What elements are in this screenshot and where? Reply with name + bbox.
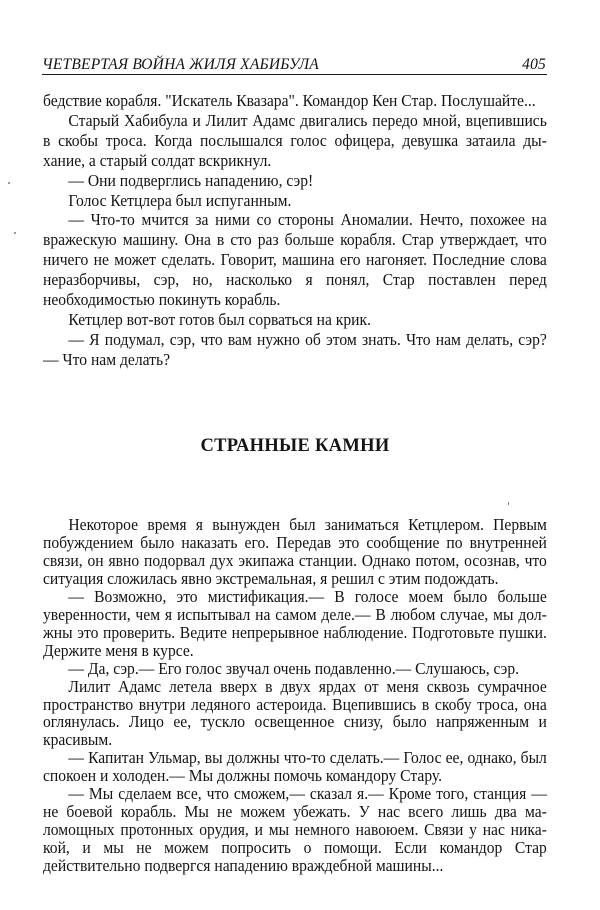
scan-speck xyxy=(14,232,16,234)
paragraph: Голос Кетцлера был испуганным. xyxy=(68,190,292,210)
scan-speck xyxy=(8,182,10,184)
paragraph: — Возможно, это мистификация.— В голосе моем было больше уверенности, чем я испытывал на самом деле.— В любом случае, мы должны это проверить. Ведите непрерывное наблюдение. Подготовьте пушки. Держите меня в курсе. xyxy=(43,586,547,660)
page-number: 405 xyxy=(522,56,546,73)
paragraph: Лилит Адамс летела вверх в двух ярдах от меня сквозь сумрачное пространство внутри ледяного астероида. Вцепившись в скобу троса, она оглянулась. Лицо ее, тускло освещенное снизу, было напряженным и красивым. xyxy=(43,676,547,750)
paragraph: — Что-то мчится за ними со стороны Аномалии. Нечто, похожее на вражескую машину. Она в сто раз больше корабля. Стар утверждает, что ничего не может сделать. Говорит, машина его нагоняет. Последние слова неразборчивы, сэр, но, насколько я понял, Стар поставлен перед необходимостью покинуть корабль. xyxy=(43,210,547,310)
text-section-chapter-body xyxy=(43,516,547,875)
running-head-title: ЧЕТВЕРТАЯ ВОЙНА ЖИЛЯ ХАБИБУЛА xyxy=(42,56,319,73)
paragraph: Старый Хабибула и Лилит Адамс двигались передо мной, вцепившись в скобы троса. Когда послышался голос офицера, девушка затаила дыхание, а старый солдат вскрикнул. xyxy=(43,110,547,170)
paragraph: бедствие корабля. "Искатель Квазара". Командор Кен Стар. Послушайте... xyxy=(43,91,536,110)
book-page xyxy=(43,0,547,910)
text-section-previous-chapter xyxy=(43,91,547,370)
running-head xyxy=(42,56,547,75)
scan-speck xyxy=(508,502,509,505)
paragraph: Некоторое время я вынужден был заниматься Кетцлером. Первым побуждением было наказать его. Передав это сообщение по внутренней связи, он явно подорвал дух экипажа станции. Однако потом, осознав, что ситуация сложилась явно экстремальная, я решил с этим подождать. xyxy=(43,515,547,588)
paragraph: — Они подверглись нападению, сэр! xyxy=(68,170,314,190)
paragraph: Кетцлер вот-вот готов был сорваться на крик. xyxy=(68,309,372,329)
paragraph: — Да, сэр.— Его голос звучал очень подавленно.— Слушаюсь, сэр. xyxy=(68,658,520,678)
paragraph: — Я подумал, сэр, что вам нужно об этом знать. Что нам делать, сэр? — Что нам делать? xyxy=(43,329,547,369)
paragraph: — Мы сделаем все, что сможем,— сказал я.— Кроме того, станция — не боевой корабль. Мы не можем убежать. У нас всего лишь два маломощных протонных орудия, и мы немного навоюем. Связи у нас никакой, и мы не можем попросить о помощи. Если командор Стар действительно подвергся нападению враждебной машины... xyxy=(43,784,547,876)
chapter-title: СТРАННЫЕ КАМНИ xyxy=(200,436,390,456)
paragraph: — Капитан Ульмар, вы должны что-то сделать.— Голос ее, однако, был спокоен и холоден.— Мы должны помочь командору Стару. xyxy=(43,748,547,786)
